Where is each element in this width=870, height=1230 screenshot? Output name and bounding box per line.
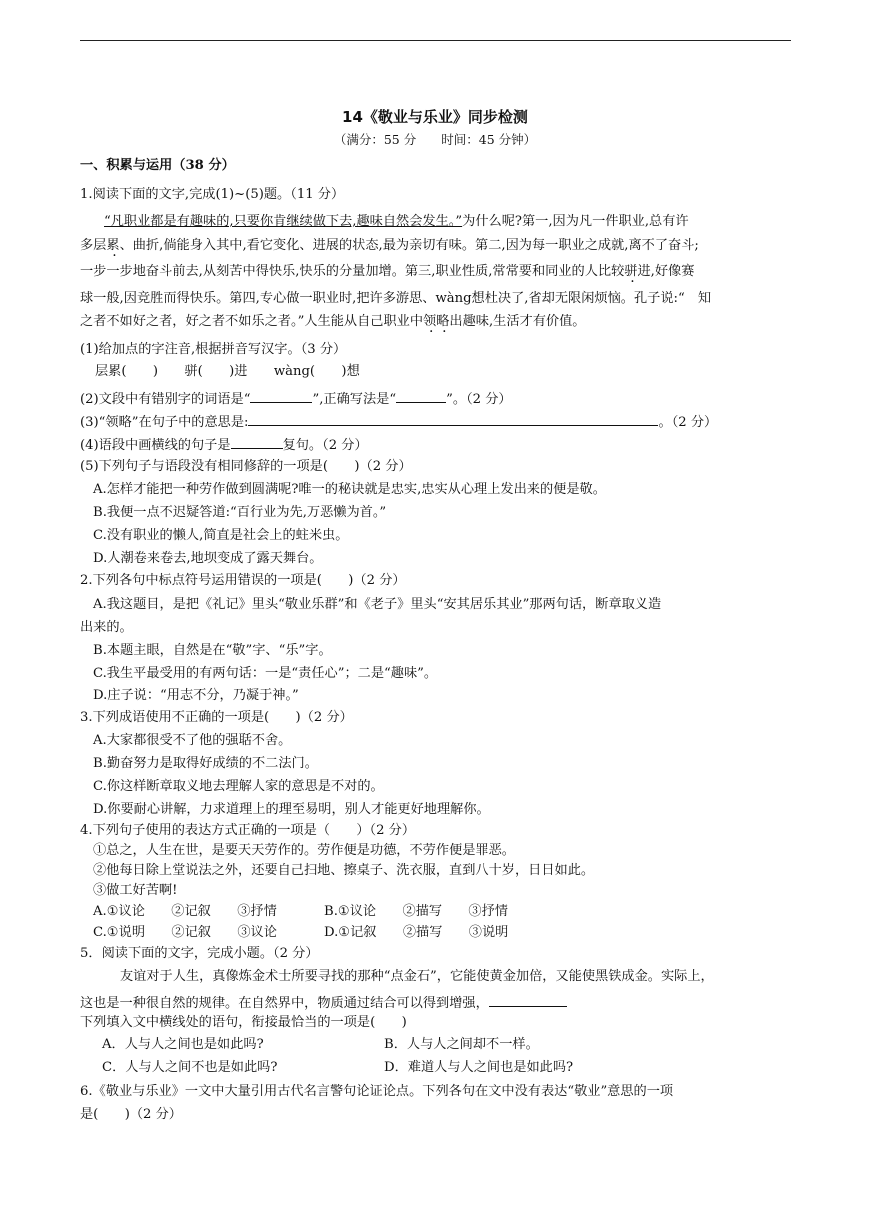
q3-stem: 3.下列成语使用不正确的一项是( )（2 分）	[80, 710, 353, 725]
option: B.勤奋努力是取得好成绩的不二法门。	[93, 756, 318, 771]
text: (3)“领略”在句子中的意思是:	[80, 415, 249, 430]
q1-passage-line	[104, 213, 689, 231]
q5-passage-line	[80, 993, 567, 1013]
q1-sub1: (1)给加点的字注音,根据拼音写汉字。（3 分）	[80, 342, 347, 357]
q5-stem: 5．阅读下面的文字，完成小题。（2 分）	[80, 946, 319, 961]
option: C.你这样断章取义地去理解人家的意思是不对的。	[93, 779, 384, 794]
passage-text: 之者不如好之者，好之者不如乐之者。”人生能从自己职业中	[80, 314, 424, 329]
underlined-sentence: “凡职业都是有趣味的,只要你肯继续做下去,趣味自然会发生。”	[104, 214, 463, 229]
option: C.①说明 ②记叙 ③议论	[93, 925, 277, 940]
text: (4)语段中画横线的句子是	[80, 438, 231, 453]
q1-passage-line	[80, 263, 694, 281]
q1-sub4	[80, 435, 368, 455]
q6-stem-continued: 是( )（2 分）	[80, 1107, 182, 1122]
q1-sub5: (5)下列句子与语段没有相同修辞的一项是( )（2 分）	[80, 459, 412, 474]
passage-text: 为什么呢?第一,因为凡一件职业,总有许	[462, 214, 689, 229]
q1-passage-line	[80, 313, 585, 331]
option: D．难道人与人之间也是如此吗?	[384, 1060, 574, 1075]
q6-stem: 6.《敬业与乐业》一文中大量引用古代名言警句论证论点。下列各句在文中没有表达“敬业”意思的一项	[80, 1084, 674, 1099]
option: B．人与人之间却不一样。	[384, 1037, 539, 1052]
option: C.我生平最受用的有两句话：一是“责任心”；二是“趣味”。	[93, 666, 438, 681]
text: 复句。（2 分）	[282, 438, 368, 453]
option: D.你要耐心讲解，力求道理上的理至易明，别人才能更好地理解你。	[93, 802, 490, 817]
option: A.大家都很受不了他的强聒不舍。	[93, 733, 292, 748]
dotted-char: 累	[106, 238, 120, 253]
q4-sentence: ③做工好苦啊!	[93, 883, 178, 898]
option: D.庄子说：“用志不分，乃凝于神。”	[93, 688, 299, 703]
option: B.①议论 ②描写 ③抒情	[324, 904, 508, 919]
page-title: 14《敬业与乐业》同步检测	[342, 108, 528, 126]
text: 。（2 分）	[658, 415, 718, 430]
option: B.本题主眼，自然是在“敬”字、“乐”字。	[93, 643, 332, 658]
q1-sub2	[80, 389, 512, 409]
section-heading: 一、积累与运用（38 分）	[80, 158, 235, 173]
header-rule	[80, 40, 791, 41]
option: B.我便一点不迟疑答道:“百行业为先,万恶懒为首。”	[93, 505, 387, 520]
passage-text: 多层	[80, 238, 107, 253]
text: ”,正确写法是“	[312, 392, 397, 407]
dotted-char: 领	[423, 314, 437, 329]
text: 这也是一种很自然的规律。在自然界中，物质通过结合可以得到增强，	[80, 996, 489, 1011]
answer-blank[interactable]	[250, 389, 312, 403]
option: A.怎样才能把一种劳作做到圆满呢?唯一的秘诀就是忠实,忠实从心理上发出来的便是敬。	[93, 482, 606, 497]
option: D.人潮卷来卷去,地坝变成了露天舞台。	[93, 551, 323, 566]
text: ”。（2 分）	[446, 392, 512, 407]
option: A.我这题目，是把《礼记》里头“敬业乐群”和《老子》里头“安其居乐其业”那两句话，断章取义造	[93, 597, 662, 612]
q5-ask: 下列填入文中横线处的语句，衔接最恰当的一项是( )	[80, 1015, 407, 1030]
dotted-char: 骈	[624, 264, 638, 279]
option: A.①议论 ②记叙 ③抒情	[93, 904, 277, 919]
answer-blank[interactable]	[489, 993, 567, 1007]
passage-text: 出趣味,生活才有价值。	[449, 314, 586, 329]
q1-sub3	[80, 412, 717, 432]
q2-stem: 2.下列各句中标点符号运用错误的一项是( )（2 分）	[80, 573, 406, 588]
page-subtitle: （满分：55 分 时间：45 分钟）	[333, 132, 537, 147]
q4-stem: 4.下列句子使用的表达方式正确的一项是（ ）（2 分）	[80, 823, 416, 838]
answer-blank[interactable]	[396, 389, 446, 403]
q1-passage-line	[80, 237, 699, 255]
option: C．人与人之间不也是如此吗?	[102, 1060, 278, 1075]
option: C.没有职业的懒人,简直是社会上的蛀米虫。	[93, 528, 349, 543]
q4-sentence: ②他每日除上堂说法之外，还要自己扫地、擦桌子、洗衣服，直到八十岁，日日如此。	[93, 863, 595, 878]
q1-sub1-items: 层累( ) 骈( )进 wàng( )想	[95, 364, 360, 379]
q1-passage-line: 球一般,因竞胜而得快乐。第四,专心做一职业时,把许多游思、wàng想杜决了,省却无限闲烦恼。孔子说:“ 知	[80, 291, 712, 306]
option: D.①记叙 ②描写 ③说明	[324, 925, 509, 940]
option-continued: 出来的。	[80, 620, 133, 635]
option: A．人与人之间也是如此吗?	[102, 1037, 264, 1052]
answer-blank[interactable]	[231, 435, 283, 449]
q4-sentence: ①总之，人生在世，是要天天劳作的。劳作便是功德，不劳作便是罪恶。	[93, 843, 515, 858]
text: (2)文段中有错别字的词语是“	[80, 392, 251, 407]
passage-text: 一步一步地奋斗前去,从刻苦中得快乐,快乐的分量加增。第三,职业性质,常常要和同业的人比较	[80, 264, 625, 279]
passage-text: 、曲折,倘能身入其中,看它变化、进展的状态,最为亲切有味。第二,因为每一职业之成就,离不了奋斗;	[119, 238, 699, 253]
dotted-char: 略	[436, 314, 450, 329]
answer-blank[interactable]	[248, 412, 658, 426]
q1-stem: 1.阅读下面的文字,完成(1)~(5)题。（11 分）	[80, 187, 345, 202]
q5-passage-line: 友谊对于人生，真像炼金术士所要寻找的那种“点金石”，它能使黄金加倍，又能使黑铁成金。实际上，	[120, 969, 714, 984]
passage-text: 进,好像赛	[637, 264, 695, 279]
